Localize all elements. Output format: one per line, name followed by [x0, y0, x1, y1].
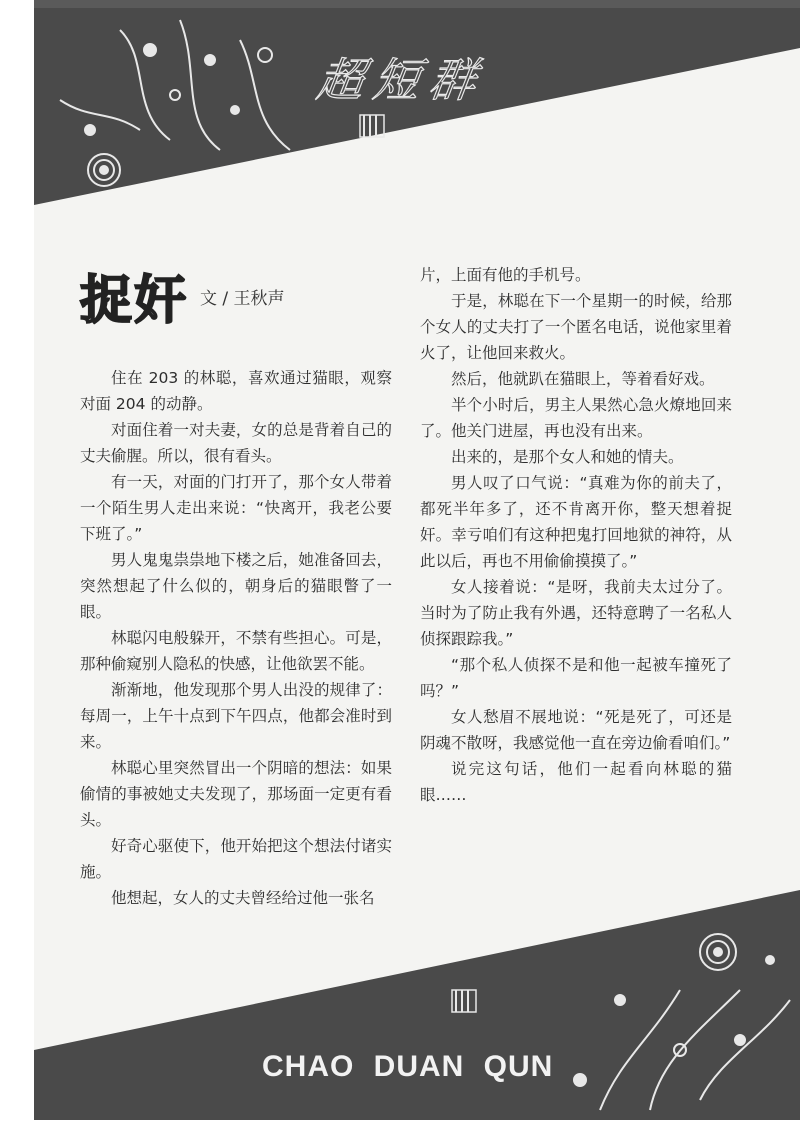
- paragraph: 林聪闪电般躲开，不禁有些担心。可是，那种偷窥别人隐私的快感，让他欲罢不能。: [80, 629, 392, 673]
- footer-band: [34, 890, 800, 1133]
- paragraph: 于是，林聪在下一个星期一的时候，给那个女人的丈夫打了一个匿名电话，说他家里着火了，让他回来救火。: [420, 292, 732, 362]
- left-text-column: [80, 365, 392, 911]
- paragraph: 片，上面有他的手机号。: [420, 266, 591, 284]
- paragraph: 他想起，女人的丈夫曾经给过他一张名: [111, 889, 375, 907]
- paragraph: 男人鬼鬼祟祟地下楼之后，她准备回去，突然想起了什么似的，朝身后的猫眼瞥了一眼。: [80, 551, 392, 621]
- section-title-header: 超短群: [313, 53, 490, 107]
- paragraph: 女人接着说：“是呀，我前夫太过分了。当时为了防止我有外遇，还特意聘了一名私人侦探跟踪我。”: [420, 578, 732, 648]
- section-title-footer: CHAO DUAN QUN: [262, 1050, 554, 1083]
- paragraph: 林聪心里突然冒出一个阴暗的想法：如果偷情的事被她丈夫发现了，那场面一定更有看头。: [80, 759, 392, 829]
- paragraph: 对面住着一对夫妻，女的总是背着自己的丈夫偷腥。所以，很有看头。: [80, 421, 392, 465]
- article-byline: 文 / 王秋声: [200, 289, 285, 309]
- paragraph: 住在 203 的林聪，喜欢通过猫眼，观察对面 204 的动静。: [80, 369, 392, 413]
- paragraph: 然后，他就趴在猫眼上，等着看好戏。: [451, 370, 715, 388]
- right-text-column: [420, 262, 732, 808]
- paragraph: 半个小时后，男主人果然心急火燎地回来了。他关门进屋，再也没有出来。: [420, 396, 732, 440]
- paragraph: 渐渐地，他发现那个男人出没的规律了：每周一，上午十点到下午四点，他都会准时到来。: [80, 681, 392, 751]
- article-title: 捉奸: [80, 270, 189, 331]
- paragraph: 女人愁眉不展地说：“死是死了，可还是阴魂不散呀，我感觉他一直在旁边偷看咱们。”: [420, 708, 732, 752]
- paragraph: 出来的，是那个女人和她的情夫。: [451, 448, 684, 466]
- paragraph: 有一天，对面的门打开了，那个女人带着一个陌生男人走出来说：“快离开，我老公要下班了。”: [80, 473, 392, 543]
- paragraph: “那个私人侦探不是和他一起被车撞死了吗？”: [420, 656, 732, 700]
- paragraph: 好奇心驱使下，他开始把这个想法付诸实施。: [80, 837, 392, 881]
- paragraph: 说完这句话，他们一起看向林聪的猫眼……: [420, 760, 732, 804]
- paragraph: 男人叹了口气说：“真难为你的前夫了，都死半年多了，还不肯离开你，整天想着捉奸。幸亏咱们有这种把鬼打回地狱的神符，从此以后，再也不用偷偷摸摸了。”: [420, 474, 732, 570]
